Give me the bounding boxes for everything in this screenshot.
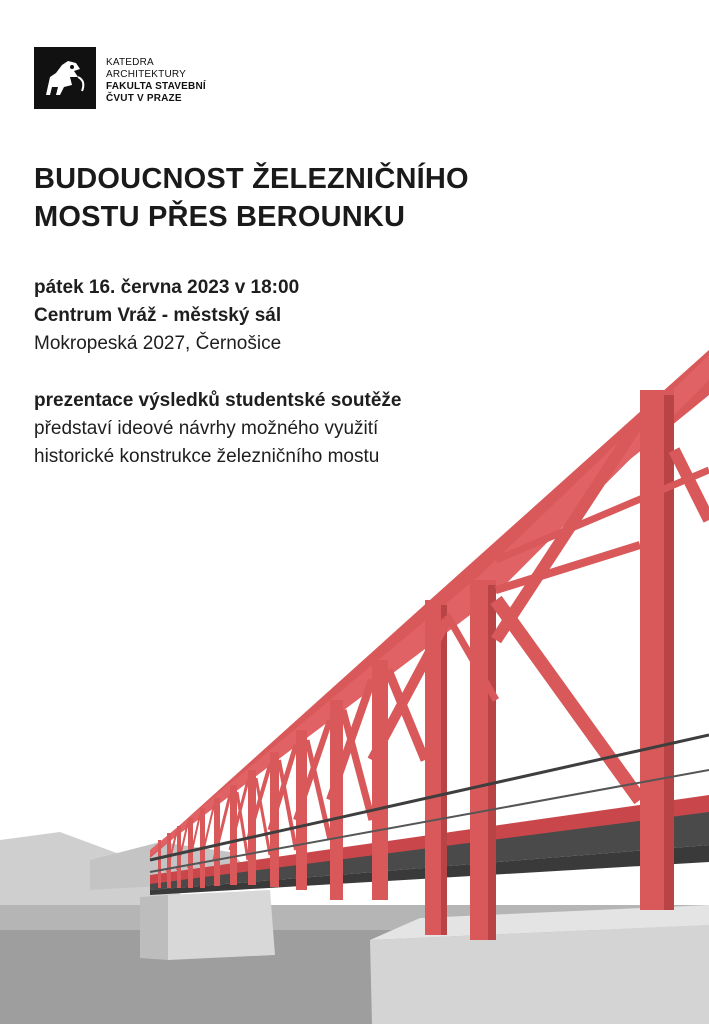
logo-line-3: FAKULTA STAVEBNÍ <box>106 81 206 92</box>
pier-far <box>168 890 275 960</box>
logo-line-2: ARCHITEKTURY <box>106 69 187 80</box>
event-description <box>34 387 401 471</box>
title-line-1: BUDOUCNOST ŽELEZNIČNÍHO <box>34 163 469 195</box>
description-line-2: historické konstrukce železničního mostu <box>34 446 380 467</box>
pier-near <box>370 925 709 1024</box>
event-info <box>34 274 299 358</box>
logo-line-4: ČVUT V PRAZE <box>106 93 182 104</box>
pier-far-side <box>140 895 168 960</box>
description-line-1: představí ideové návrhy možného využití <box>34 418 379 439</box>
description-heading: prezentace výsledků studentské soutěže <box>34 390 402 411</box>
logo-line-1: KATEDRA <box>106 57 154 68</box>
event-venue: Centrum Vráž - městský sál <box>34 305 282 326</box>
event-date: pátek 16. června 2023 v 18:00 <box>34 277 300 298</box>
lion-emblem-icon <box>34 47 96 109</box>
event-address: Mokropeská 2027, Černošice <box>34 333 282 354</box>
title-line-2: MOSTU PŘES BEROUNKU <box>34 201 406 233</box>
poster-title <box>34 160 469 236</box>
faculty-logo <box>34 47 206 109</box>
logo-text <box>106 57 206 105</box>
